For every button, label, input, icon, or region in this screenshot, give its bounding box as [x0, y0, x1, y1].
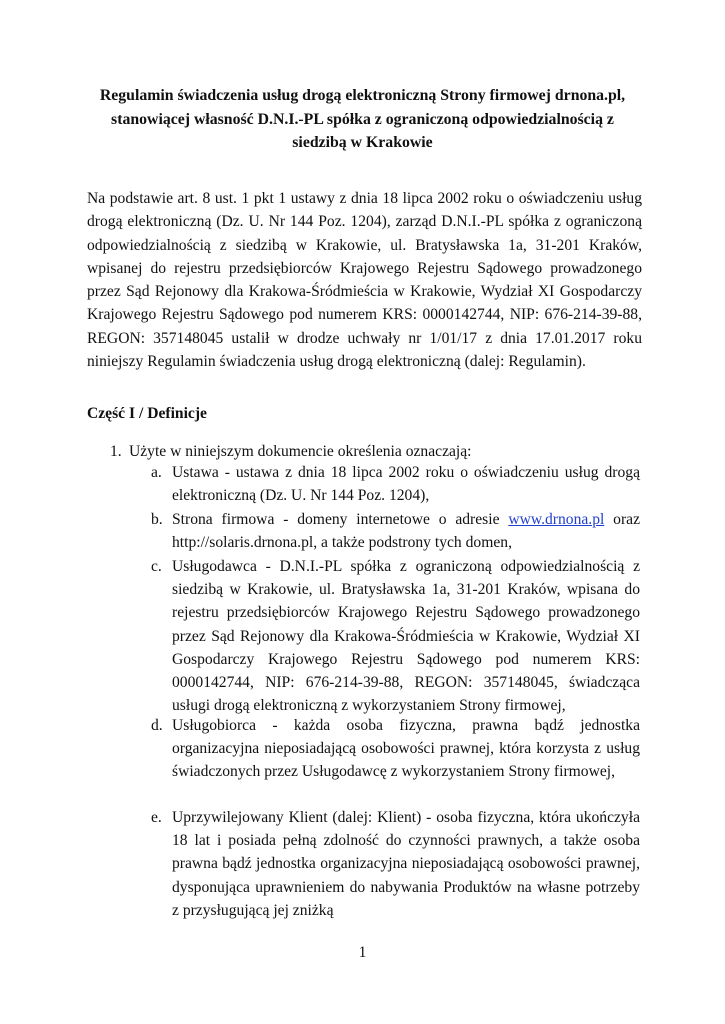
intro-paragraph: Na podstawie art. 8 ust. 1 pkt 1 ustawy z dnia 18 lipca 2002 roku o oświadczeniu usług drogą elektroniczną (Dz. U. Nr 144 Poz. 1204), zarząd D.N.I.-PL spółka z ograniczoną odpowiedzialnością z siedzibą w Krakowie, ul. Bratysławska 1a, 31-201 Kraków, wpisanej do rejestru przedsiębiorców Krajowego Rejestru Sądowego prowadzonego przez Sąd Rejonowy dla Krakowa-Śródmieścia w Krakowie, Wydział XI Gospodarczy Krajowego Rejestru Sądowego pod numerem KRS: 0000142744, NIP: 676-214-39-88, REGON: 357148045 ustalił w drodze uchwały nr 1/01/17 z dnia 17.01.2017 roku niniejszy Regulamin świadczenia usług drogą elektroniczną (dalej: Regulamin).: [87, 190, 642, 371]
definition-text-before: Strona firmowa - domeny internetowe o adresie: [172, 511, 509, 528]
definition-text: Usługodawca - D.N.I.-PL spółka z ograniczoną odpowiedzialnością z siedzibą w Krakowie, ul. Bratysławska 1a, 31-201 Kraków, wpisana do rejestru przedsiębiorców Krajowego Rejestru Sądowego prowadzonego przez Sąd Rejonowy dla Krakowa-Śródmieścia w Krakowie, Wydział XI Gospodarczy Krajowego Rejestru Sądowego pod numerem KRS: 0000142744, NIP: 676-214-39-88, REGON: 357148045, świadcząca usługi drogą elektroniczną z wykorzystaniem Strony firmowej,: [172, 558, 640, 715]
definition-letter: a.: [151, 464, 162, 481]
definition-text: [172, 508, 640, 554]
list-item-text: Użyte w niniejszym dokumencie określenia oznaczają:: [129, 443, 472, 460]
definition-letter: b.: [151, 511, 163, 528]
definition-text: Uprzywilejowany Klient (dalej: Klient) - osoba fizyczna, która ukończyła 18 lat i posiada pełną zdolność do czynności prawnych, a także osoba prawna bądź jednostka organizacyjna nieposiadającą osobowości prawnej, dysponująca uprawnieniem do nabywania Produktów na własne potrzeby z przysługującą jej zniżką: [172, 809, 640, 919]
page-number: 1: [358, 944, 367, 961]
definition-letter: c.: [151, 558, 162, 575]
document-title: [80, 84, 645, 155]
section-heading: Część I / Definicje: [87, 405, 207, 422]
definition-text-after: oraz http://solaris.drnona.pl, a także podstrony tych domen,: [172, 511, 640, 552]
website-link[interactable]: www.drnona.pl: [508, 511, 605, 528]
definition-letter: e.: [151, 809, 162, 826]
definition-letter: d.: [151, 717, 163, 734]
title-line-1: Regulamin świadczenia usług drogą elektroniczną Strony firmowej drnona.pl,: [99, 87, 626, 104]
definition-text: Ustawa - ustawa z dnia 18 lipca 2002 roku o oświadczeniu usług drogą elektroniczną (Dz. U. Nr 144 Poz. 1204),: [172, 464, 640, 505]
title-line-3: siedzibą w Krakowie: [292, 134, 433, 151]
list-item-number: 1.: [110, 443, 122, 460]
definition-text: Usługobiorca - każda osoba fizyczna, prawna bądź jednostka organizacyjna nieposiadającą osobowości prawnej, która korzysta z usług świadczonych przez Usługodawcę z wykorzystaniem Strony firmowej,: [172, 717, 640, 781]
title-line-2: stanowiącej własność D.N.I.-PL spółka z ograniczoną odpowiedzialnością z: [111, 110, 614, 128]
